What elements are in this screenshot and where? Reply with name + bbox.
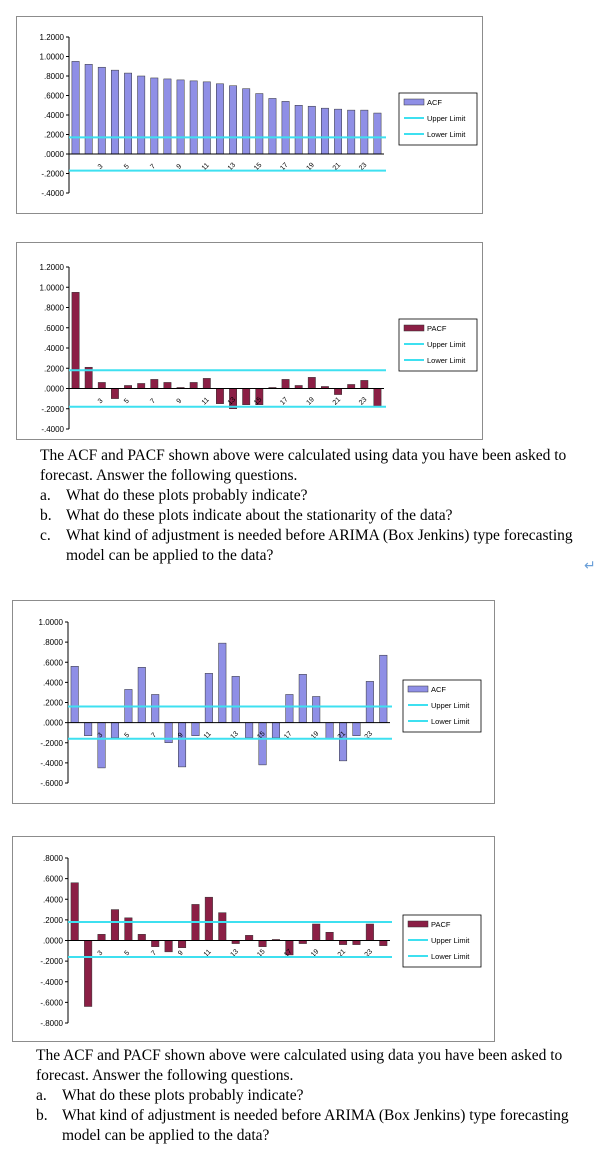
- bar: [72, 61, 79, 154]
- x-tick-label: 7: [149, 163, 158, 171]
- x-tick-label: 9: [177, 731, 185, 740]
- y-tick-label: .6000: [42, 658, 63, 668]
- y-tick-label: -.2000: [40, 957, 63, 967]
- x-tick-label: 23: [363, 730, 375, 741]
- y-tick-label: .2000: [43, 130, 64, 140]
- pacf-chart-2-svg: [13, 837, 494, 1041]
- bar: [151, 379, 158, 388]
- y-tick-label: -.2000: [40, 738, 63, 748]
- x-tick-label: 15: [256, 948, 267, 959]
- bar: [232, 676, 240, 722]
- bar: [243, 389, 250, 405]
- bar: [192, 723, 200, 736]
- y-tick-label: 1.2000: [39, 33, 64, 42]
- bar: [216, 389, 223, 404]
- question-label: b.: [36, 1107, 48, 1124]
- bar: [190, 382, 197, 388]
- legend-label: Upper Limit: [427, 114, 466, 123]
- y-tick-label: .4000: [43, 111, 64, 120]
- legend-swatch: [408, 921, 428, 927]
- question-list: [36, 1086, 596, 1146]
- bar: [312, 924, 320, 941]
- y-tick-label: .2000: [42, 698, 63, 708]
- bar: [282, 101, 289, 154]
- legend-label: Lower Limit: [427, 356, 466, 365]
- bar: [366, 924, 374, 941]
- y-tick-label: .2000: [42, 915, 63, 925]
- y-tick-label: .8000: [43, 72, 64, 81]
- y-tick-label: 1.0000: [38, 618, 63, 627]
- return-mark: ↵: [584, 558, 596, 574]
- bar: [308, 377, 315, 388]
- pacf-chart-1-svg: [17, 243, 482, 439]
- y-tick-label: .6000: [42, 874, 63, 884]
- y-tick-label: .0000: [42, 936, 63, 946]
- bar: [361, 380, 368, 388]
- x-tick-label: 23: [358, 396, 369, 407]
- y-tick-label: .4000: [42, 678, 63, 688]
- bar: [151, 694, 159, 722]
- y-tick-label: .6000: [43, 323, 64, 333]
- x-tick-label: 19: [305, 161, 316, 173]
- legend-label: PACF: [427, 324, 447, 333]
- y-tick-label: -.4000: [40, 758, 63, 768]
- y-tick-label: .0000: [42, 718, 63, 728]
- legend-label: ACF: [427, 98, 442, 107]
- x-tick-label: 13: [229, 730, 240, 741]
- bar: [98, 67, 105, 154]
- x-tick-label: 7: [150, 949, 159, 958]
- bar: [353, 941, 361, 945]
- y-tick-label: .0000: [43, 384, 64, 394]
- pacf-chart-1: [16, 242, 483, 440]
- bar: [111, 723, 119, 738]
- x-tick-label: 21: [331, 161, 343, 173]
- x-tick-label: 17: [279, 161, 290, 173]
- bar: [380, 655, 388, 722]
- bar: [138, 934, 146, 940]
- legend-label: Lower Limit: [427, 130, 466, 139]
- x-tick-label: 9: [175, 397, 184, 406]
- question-text: What do these plots probably indicate?: [62, 1087, 304, 1104]
- bar: [256, 94, 263, 154]
- bar: [84, 941, 92, 1007]
- x-tick-label: 21: [336, 948, 348, 959]
- bar: [219, 643, 227, 722]
- legend-label: Upper Limit: [431, 936, 470, 945]
- bar: [205, 673, 213, 722]
- bar: [203, 378, 210, 388]
- y-tick-label: .8000: [42, 638, 63, 648]
- bar: [374, 389, 381, 407]
- bar: [205, 897, 213, 940]
- question-label: c.: [40, 527, 51, 544]
- bar: [243, 89, 250, 154]
- y-tick-label: -.4000: [41, 189, 64, 198]
- x-tick-label: 17: [283, 948, 294, 959]
- x-tick-label: 5: [123, 731, 132, 740]
- legend-label: Lower Limit: [431, 717, 470, 726]
- legend-label: Upper Limit: [431, 701, 470, 710]
- bar: [138, 667, 146, 722]
- x-tick-label: 3: [96, 949, 105, 958]
- y-tick-label: .0000: [43, 150, 64, 159]
- bar: [245, 723, 253, 738]
- x-tick-label: 21: [336, 730, 348, 741]
- bar: [245, 935, 253, 940]
- bar: [269, 98, 276, 154]
- question-item: [36, 1086, 596, 1106]
- y-tick-label: -.4000: [40, 977, 63, 987]
- bar: [111, 389, 118, 399]
- bar: [336, 723, 348, 761]
- bar: [308, 106, 315, 154]
- x-tick-label: 9: [175, 163, 184, 171]
- bar: [259, 941, 267, 947]
- y-tick-label: 1.2000: [39, 263, 64, 272]
- x-tick-label: 3: [96, 397, 105, 406]
- pacf-chart-2: [12, 836, 495, 1042]
- bar: [219, 913, 227, 941]
- bar: [282, 379, 289, 388]
- bar: [348, 110, 355, 154]
- bar: [190, 81, 197, 154]
- bar: [85, 64, 92, 154]
- question-intro: The ACF and PACF shown above were calculated using data you have been asked to forecast. Answer the following questions.: [36, 1047, 563, 1084]
- bar: [374, 113, 381, 154]
- bar: [295, 105, 302, 154]
- x-tick-label: 17: [283, 730, 294, 741]
- bar: [72, 292, 79, 388]
- question-item: [40, 506, 585, 526]
- bar: [84, 723, 92, 736]
- bar: [229, 86, 236, 154]
- bar: [334, 389, 341, 395]
- legend-swatch: [404, 325, 424, 331]
- bar: [380, 941, 388, 946]
- y-tick-label: .4000: [42, 895, 63, 905]
- bar: [366, 681, 374, 722]
- x-tick-label: 7: [150, 731, 159, 740]
- bar: [164, 79, 171, 154]
- question-item: [36, 1106, 596, 1146]
- question-list: [40, 486, 585, 566]
- bar: [138, 76, 145, 154]
- bar: [98, 723, 106, 768]
- bar: [326, 932, 334, 940]
- x-tick-label: 15: [256, 730, 267, 741]
- y-tick-label: -.6000: [40, 998, 63, 1008]
- question-label: b.: [40, 507, 52, 524]
- x-tick-label: 5: [123, 163, 131, 171]
- bar: [71, 883, 79, 941]
- x-tick-label: 23: [358, 161, 369, 173]
- x-tick-label: 19: [305, 396, 316, 407]
- bar: [299, 674, 307, 722]
- question-label: a.: [36, 1087, 47, 1104]
- bar: [286, 694, 294, 722]
- x-tick-label: 11: [202, 948, 213, 959]
- x-tick-label: 9: [177, 949, 185, 958]
- y-tick-label: -.2000: [41, 404, 64, 414]
- question-text: What kind of adjustment is needed before ARIMA (Box Jenkins) type forecasting model can be applied to the data?: [66, 527, 573, 564]
- bar: [353, 723, 361, 736]
- bar: [164, 382, 171, 388]
- x-tick-label: 15: [253, 396, 264, 407]
- question-item: [40, 526, 585, 566]
- x-tick-label: 17: [279, 396, 290, 407]
- x-tick-label: 21: [331, 396, 343, 407]
- question-block-2: [36, 1046, 596, 1146]
- question-text: What do these plots indicate about the stationarity of the data?: [66, 507, 453, 524]
- bar: [111, 70, 118, 154]
- acf-chart-2-svg: [13, 601, 494, 803]
- legend-label: Upper Limit: [427, 340, 466, 349]
- y-tick-label: -.4000: [41, 425, 64, 434]
- x-tick-label: 11: [200, 396, 211, 407]
- y-tick-label: 1.0000: [39, 283, 64, 293]
- x-tick-label: 5: [123, 949, 132, 958]
- bar: [165, 723, 173, 743]
- bar: [178, 941, 186, 948]
- x-tick-label: 3: [96, 731, 105, 740]
- question-block-1: [40, 446, 585, 566]
- bar: [71, 666, 79, 722]
- bar: [326, 723, 334, 739]
- x-tick-label: 15: [253, 161, 264, 173]
- bar: [334, 109, 341, 154]
- x-tick-label: 7: [149, 397, 158, 406]
- bar: [165, 941, 173, 952]
- y-tick-label: .4000: [43, 344, 64, 353]
- bar: [321, 108, 328, 154]
- legend-swatch: [404, 99, 424, 105]
- acf-chart-1: [16, 16, 483, 214]
- legend-label: PACF: [431, 920, 451, 929]
- x-tick-label: 19: [309, 730, 321, 741]
- y-tick-label: .6000: [43, 91, 64, 101]
- question-text: What kind of adjustment is needed before ARIMA (Box Jenkins) type forecasting model can be applied to the data?: [62, 1107, 569, 1144]
- bar: [151, 78, 158, 154]
- x-tick-label: 13: [226, 396, 238, 407]
- question-text: What do these plots probably indicate?: [66, 487, 308, 504]
- question-item: [40, 486, 585, 506]
- bar: [178, 723, 186, 767]
- bar: [339, 941, 347, 945]
- y-tick-label: .8000: [42, 854, 63, 863]
- bar: [216, 84, 223, 154]
- bar: [177, 80, 184, 154]
- question-intro: The ACF and PACF shown above were calculated using data you have been asked to forecast. Answer the following questions.: [40, 447, 567, 484]
- bar: [124, 73, 131, 154]
- x-tick-label: 11: [202, 730, 213, 741]
- bar: [138, 383, 145, 388]
- bar: [98, 382, 105, 388]
- y-tick-label: 1.0000: [39, 52, 64, 62]
- bar: [361, 110, 368, 154]
- question-label: a.: [40, 487, 51, 504]
- x-tick-label: 19: [309, 948, 321, 959]
- x-tick-label: 13: [229, 948, 240, 959]
- bar: [111, 910, 119, 941]
- legend-label: ACF: [431, 685, 446, 694]
- bar: [259, 723, 267, 765]
- x-tick-label: 23: [363, 948, 375, 959]
- x-tick-label: 13: [226, 161, 238, 173]
- y-tick-label: -.2000: [41, 169, 64, 179]
- y-tick-label: .2000: [43, 364, 64, 374]
- legend-label: Lower Limit: [431, 952, 470, 961]
- bar: [312, 696, 320, 722]
- bar: [98, 934, 106, 940]
- acf-chart-2: [12, 600, 495, 804]
- legend-swatch: [408, 686, 428, 692]
- x-tick-label: 11: [200, 161, 211, 172]
- y-tick-label: -.6000: [40, 779, 63, 788]
- x-tick-label: 5: [123, 397, 131, 406]
- bar: [348, 384, 355, 388]
- y-tick-label: -.8000: [40, 1019, 63, 1028]
- x-tick-label: 3: [96, 163, 105, 171]
- bar: [203, 82, 210, 154]
- bar: [151, 941, 159, 947]
- bar: [272, 723, 280, 738]
- acf-chart-1-svg: [17, 17, 482, 213]
- y-tick-label: .8000: [43, 303, 64, 313]
